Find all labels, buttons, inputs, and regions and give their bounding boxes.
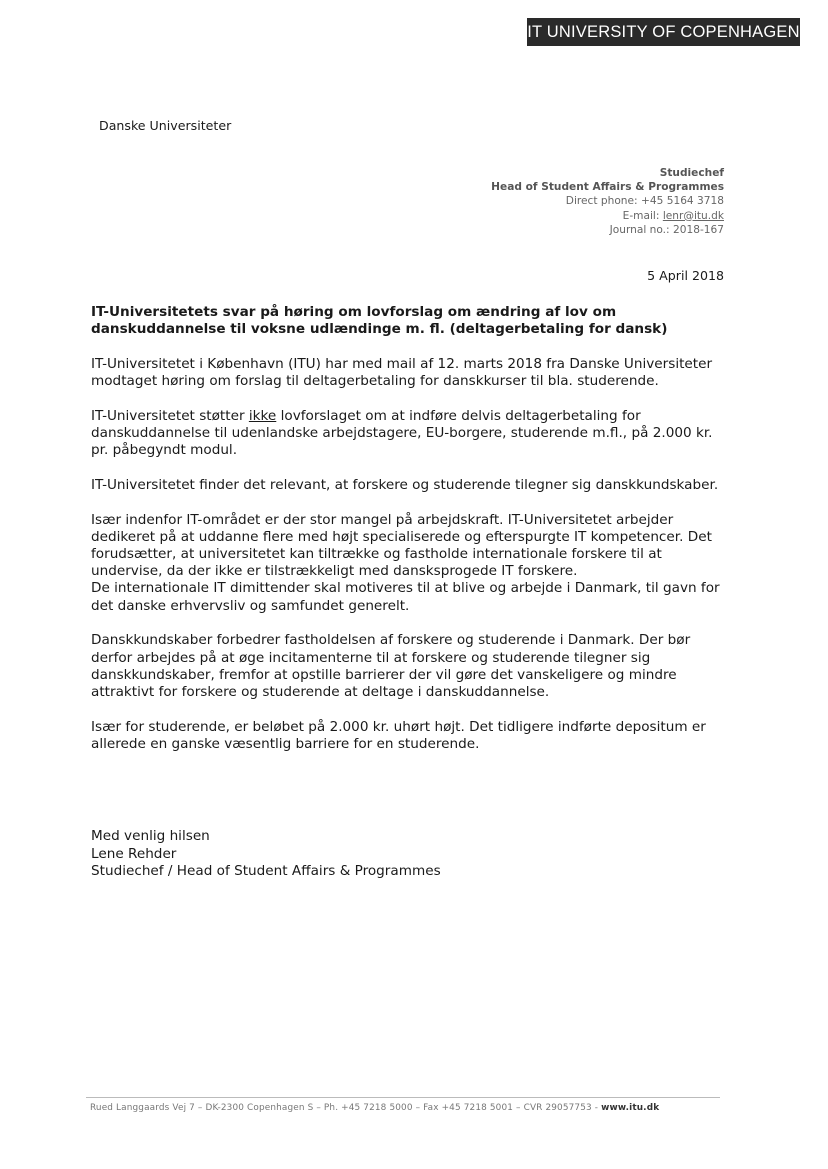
paragraph-4 bbox=[91, 512, 731, 615]
sender-title: Studiechef bbox=[659, 167, 724, 179]
signer-title: Studiechef / Head of Student Affairs & Programmes bbox=[91, 863, 441, 880]
logo-text: IT UNIVERSITY OF COPENHAGEN bbox=[527, 22, 800, 41]
recipient: Danske Universiteter bbox=[99, 118, 232, 133]
email-link[interactable]: lenr@itu.dk bbox=[662, 209, 724, 222]
paragraph-4b: De internationale IT dimittender skal motiveres til at blive og arbejde i Danmark, til gavn for det danske erhvervsliv og samfundet generelt. bbox=[91, 580, 720, 614]
paragraph-1: IT-Universitetet i København (ITU) har med mail af 12. marts 2018 fra Danske Universiteter modtaget høring om forslag til deltagerbetaling for danskkurser til bla. studerende. bbox=[91, 355, 713, 390]
email-label: E-mail: bbox=[622, 209, 660, 222]
paragraph-6: Især for studerende, er beløbet på 2.000 kr. uhørt højt. Det tidligere indførte depositum er allerede en ganske væsentlig barriere for en studerende. bbox=[91, 718, 706, 752]
footer bbox=[90, 1103, 659, 1113]
sender-email-line bbox=[491, 209, 724, 223]
sender-block bbox=[491, 166, 724, 237]
footer-address: Rued Langgaards Vej 7 – DK-2300 Copenhagen S – Ph. +45 7218 5000 – Fax +45 7218 5001 – CVR 29057753 - bbox=[90, 1103, 602, 1113]
letter-body bbox=[91, 304, 731, 771]
paragraph-4a: Især indenfor IT-området er der stor mangel på arbejdskraft. IT-Universitetet arbejder dedikeret på at uddanne flere med højt specialiserede og efterspurgte IT kompetencer. Det forudsætter, at universitetet kan tiltrække og fastholde internationale forskere til at undervise, da der ikke er tilstrækkeligt med dansksprogede IT forskere. bbox=[91, 511, 712, 580]
phone-number: +45 5164 3718 bbox=[640, 195, 724, 208]
footer-divider bbox=[86, 1097, 720, 1098]
sender-journal-line bbox=[491, 223, 724, 237]
paragraph-2-emphasis: ikke bbox=[248, 407, 277, 424]
signer-name: Lene Rehder bbox=[91, 845, 177, 862]
closing-block bbox=[91, 828, 441, 881]
phone-label: Direct phone: bbox=[565, 195, 638, 208]
letter-date: 5 April 2018 bbox=[647, 268, 724, 283]
footer-website[interactable]: www.itu.dk bbox=[601, 1103, 660, 1113]
sender-role: Head of Student Affairs & Programmes bbox=[491, 181, 724, 194]
journal-number: 2018-167 bbox=[672, 223, 724, 236]
closing-greeting: Med venlig hilsen bbox=[91, 828, 210, 844]
journal-label: Journal no.: bbox=[609, 223, 670, 236]
letter-subject: IT-Universitetets svar på høring om lovforslag om ændring af lov om danskuddannelse til voksne udlændinge m. fl. (deltagerbetaling for dansk) bbox=[91, 304, 668, 338]
university-logo bbox=[527, 18, 800, 46]
paragraph-2-start: IT-Universitetet støtter bbox=[91, 407, 249, 424]
paragraph-2-end: lovforslaget om at indføre delvis deltagerbetaling for danskuddannelse til udenlandske arbejdstagere, EU-borgere, studerende m.fl., på 2.000 kr. pr. påbegyndt modul. bbox=[91, 407, 713, 459]
sender-phone-line bbox=[491, 194, 724, 208]
paragraph-3: IT-Universitetet finder det relevant, at forskere og studerende tilegner sig danskkundskaber. bbox=[91, 476, 719, 493]
paragraph-5: Danskkundskaber forbedrer fastholdelsen af forskere og studerende i Danmark. Der bør derfor arbejdes på at øge incitamenterne til at forskere og studerende tilegner sig danskkundskaber, fremfor at opstille barrierer der vil gøre det vanskeligere og mindre attraktivt for forskere og studerende at deltage i danskuddannelse. bbox=[91, 632, 691, 700]
paragraph-2 bbox=[91, 408, 731, 460]
